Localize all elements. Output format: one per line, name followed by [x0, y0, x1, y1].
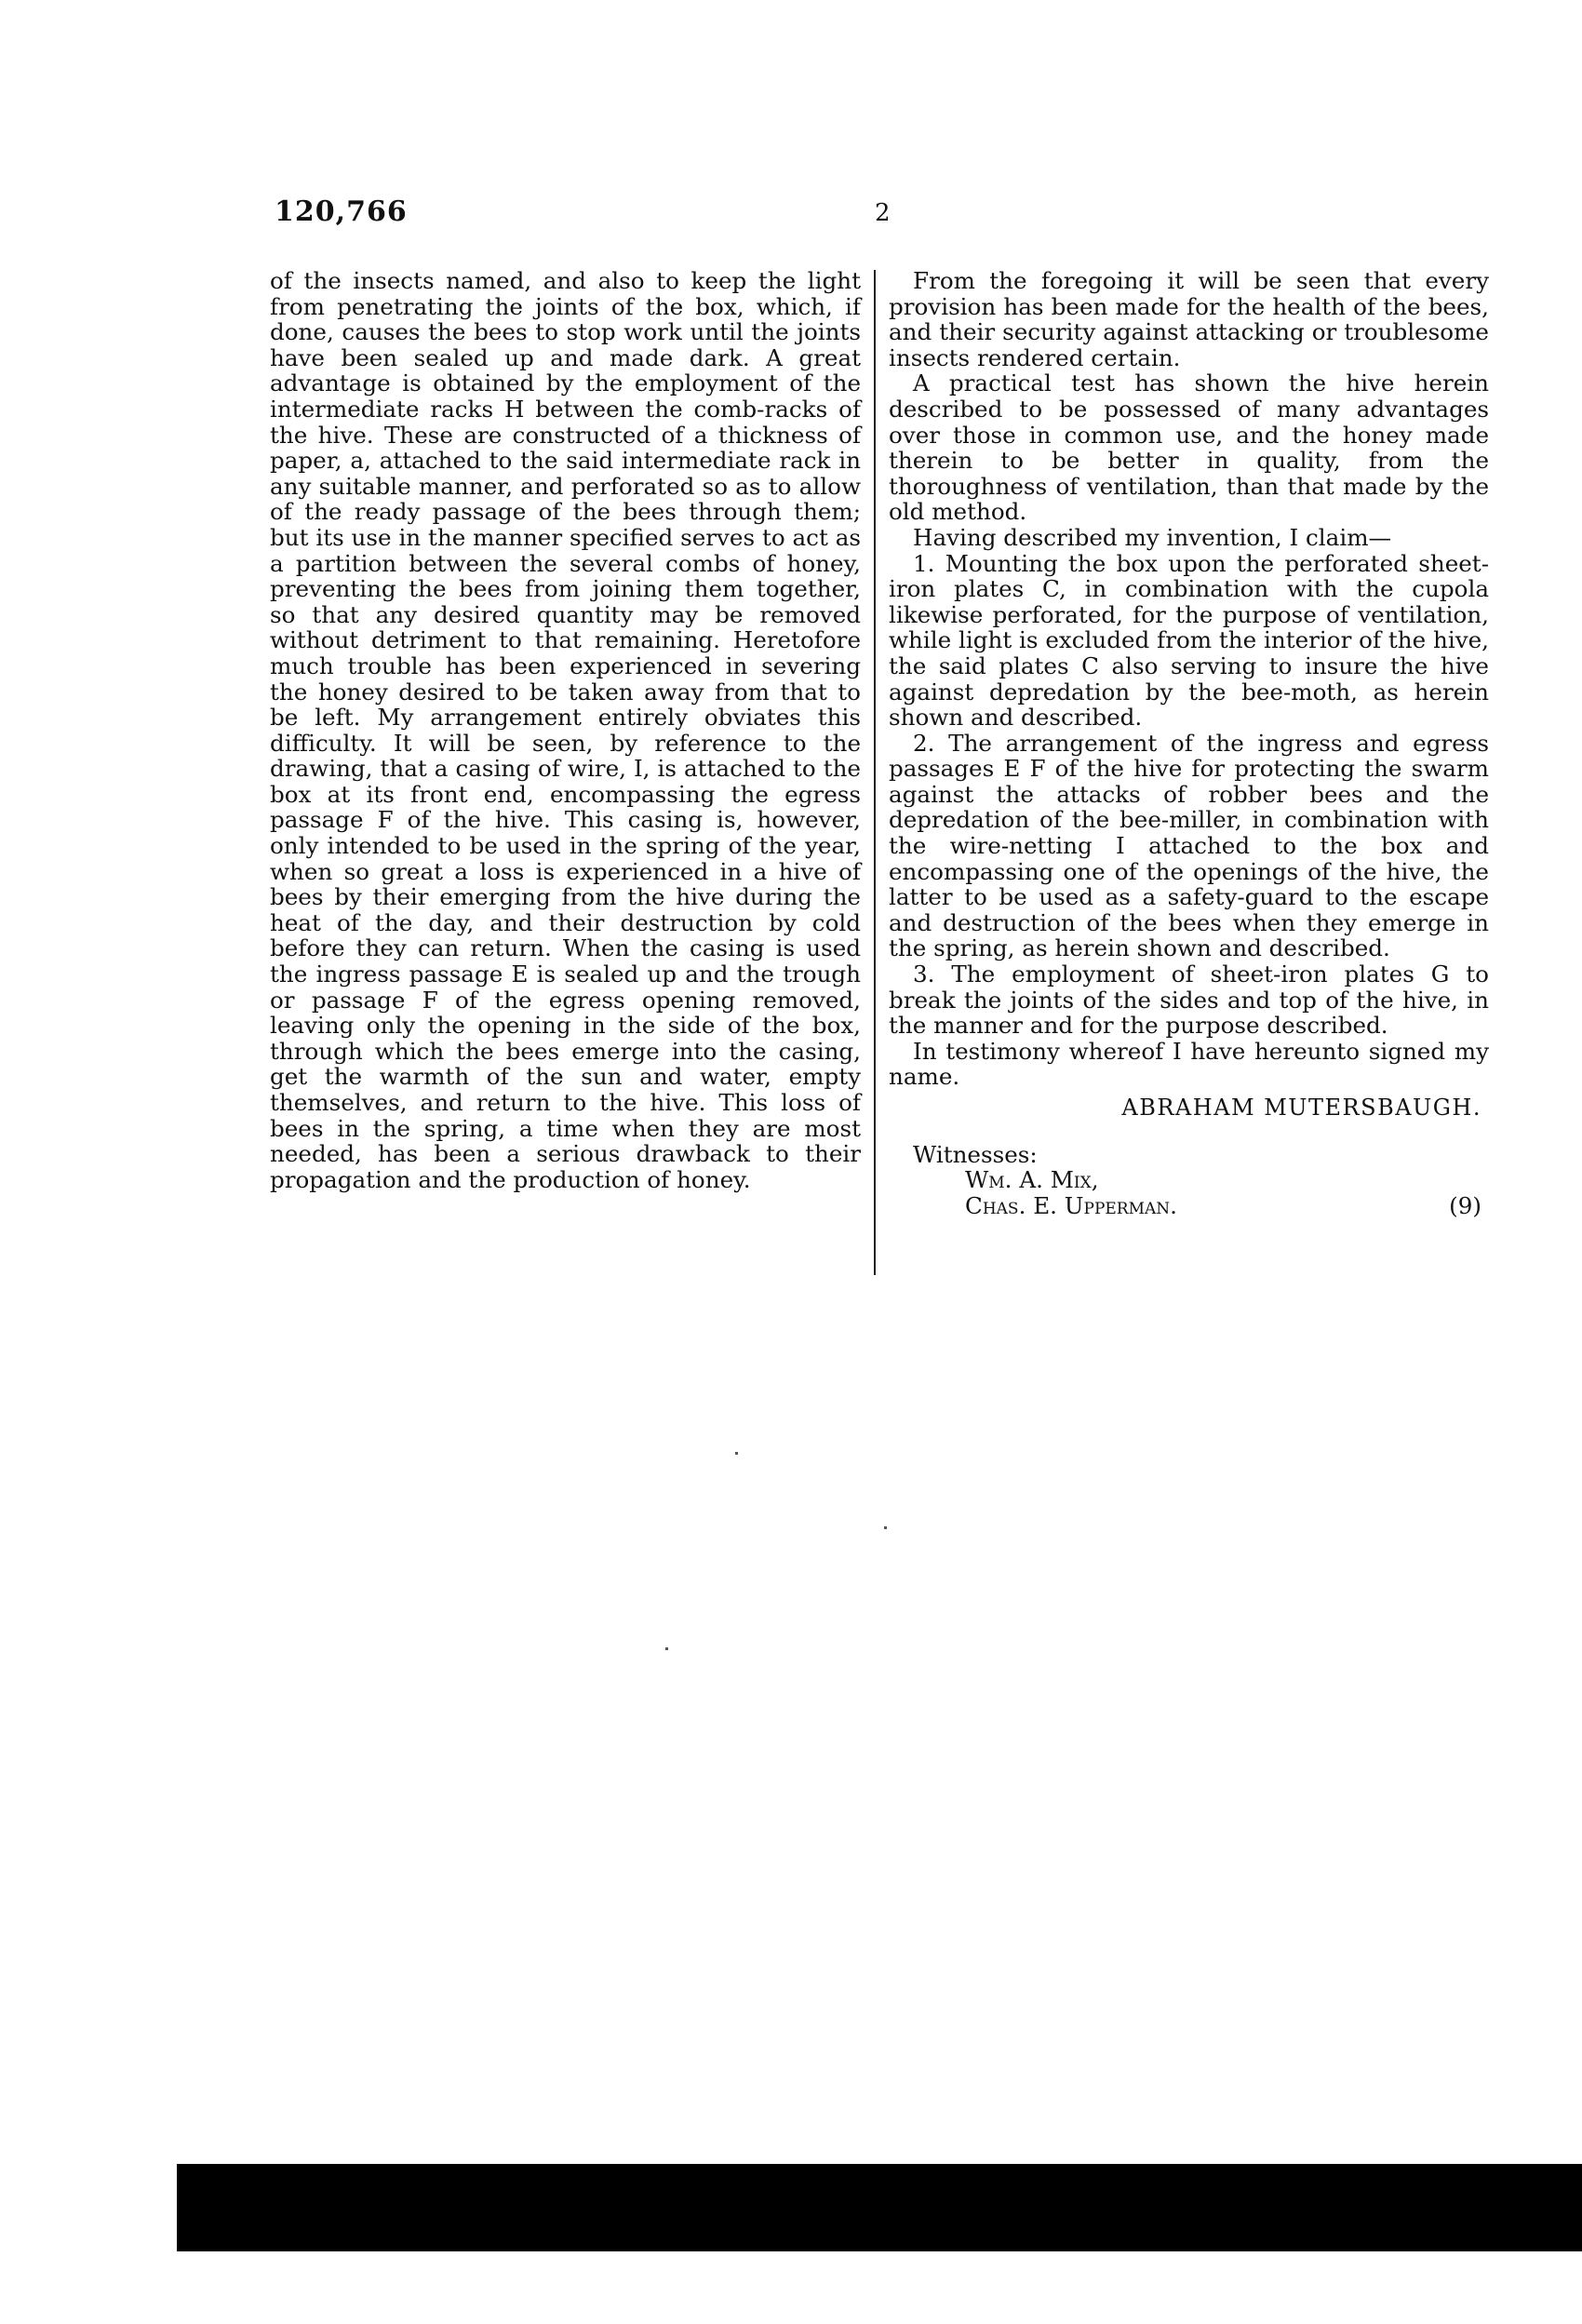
scan-speck [884, 1526, 887, 1529]
witness-name: Wm. A. Mix, [965, 1166, 1099, 1194]
page-number: 2 [875, 199, 891, 227]
scan-speck [665, 1647, 668, 1650]
testimony-paragraph: In testimony whereof I have hereunto signed my name. [889, 1037, 1489, 1091]
claim-1: 1. Mounting the box upon the perforated sheet-iron plates C, in combination with the cupola likewise perforated, for the purpose of ventilation, while light is excluded from the interior of the hive, the said plates C also serving to insure the hive against depredation by the bee-moth, as herein shown and described. [889, 549, 1489, 732]
sheet-id: (9) [1449, 1191, 1481, 1219]
scan-speck [735, 1452, 738, 1455]
body-paragraph: of the insects named, and also to keep the light from penetrating the joints of the box, which, if done, causes the bees to stop work until the joints have been sealed up and made dark. A great advantage is obtained by the employment of the intermediate racks H between the comb-racks of the hive. These are constructed of a thickness of paper, a, attached to the said intermediate rack in any suitable manner, and perforated so as to allow of the ready passage of the bees through them; but its use in the manner specified serves to act as a partition between the several combs of honey, preventing the bees from joining them together, so that any desired quantity may be removed without detriment to that remaining. Heretofore much trouble has been experienced in severing the honey desired to be taken away from that to be left. My arrangement entirely obviates this difficulty. It will be seen, by reference to the drawing, that a casing of wire, I, is attached to the box at its front end, encompassing the egress passage F of the hive. This casing is, however, only intended to be used in the spring of the year, when so great a loss is experienced in a hive of bees by their emerging from the hive during the heat of the day, and their destruction by cold before they can return. When the casing is used the ingress passage E is sealed up and the trough or passage F of the egress opening removed, leaving only the opening in the side of the box, through which the bees emerge into the casing, get the warmth of the sun and water, empty themselves, and return to the hive. This loss of bees in the spring, a time when they are most needed, has been a serious drawback to their propagation and the production of honey. [270, 267, 861, 1193]
witness-name: Chas. E. Upperman. [965, 1191, 1177, 1219]
body-paragraph: From the foregoing it will be seen that every provision has been made for the health of the bees, and their security against attacking or troublesome insects rendered certain. [889, 267, 1489, 371]
column-divider [874, 270, 876, 1275]
claim-intro: Having described my invention, I claim— [913, 523, 1392, 551]
page-header [0, 195, 1582, 233]
claim-3: 3. The employment of sheet-iron plates G to break the joints of the sides and top of the hive, in the manner and for the purpose described. [889, 960, 1489, 1040]
scan-border-bar [177, 2164, 1582, 2251]
claim-2: 2. The arrangement of the ingress and egress passages E F of the hive for protecting the swarm against the attacks of robber bees and the depredation of the bee-miller, in combination with the wire-netting I attached to the box and encompassing one of the openings of the hive, the latter to be used as a safety-guard to the escape and destruction of the bees when they emerge in the spring, as herein shown and described. [889, 729, 1489, 962]
patent-number: 120,766 [275, 195, 408, 228]
witness-row [889, 1193, 1489, 1219]
right-text-column [889, 268, 1489, 1218]
witnesses-label: Witnesses: [913, 1140, 1038, 1168]
inventor-signature: ABRAHAM MUTERSBAUGH. [1121, 1095, 1481, 1121]
left-text-column [270, 268, 861, 1192]
body-paragraph: A practical test has shown the hive herein described to be possessed of many advantages over those in common use, and the honey made therein to be better in quality, from the thoroughness of ventilation, than that made by the old method. [889, 369, 1489, 526]
